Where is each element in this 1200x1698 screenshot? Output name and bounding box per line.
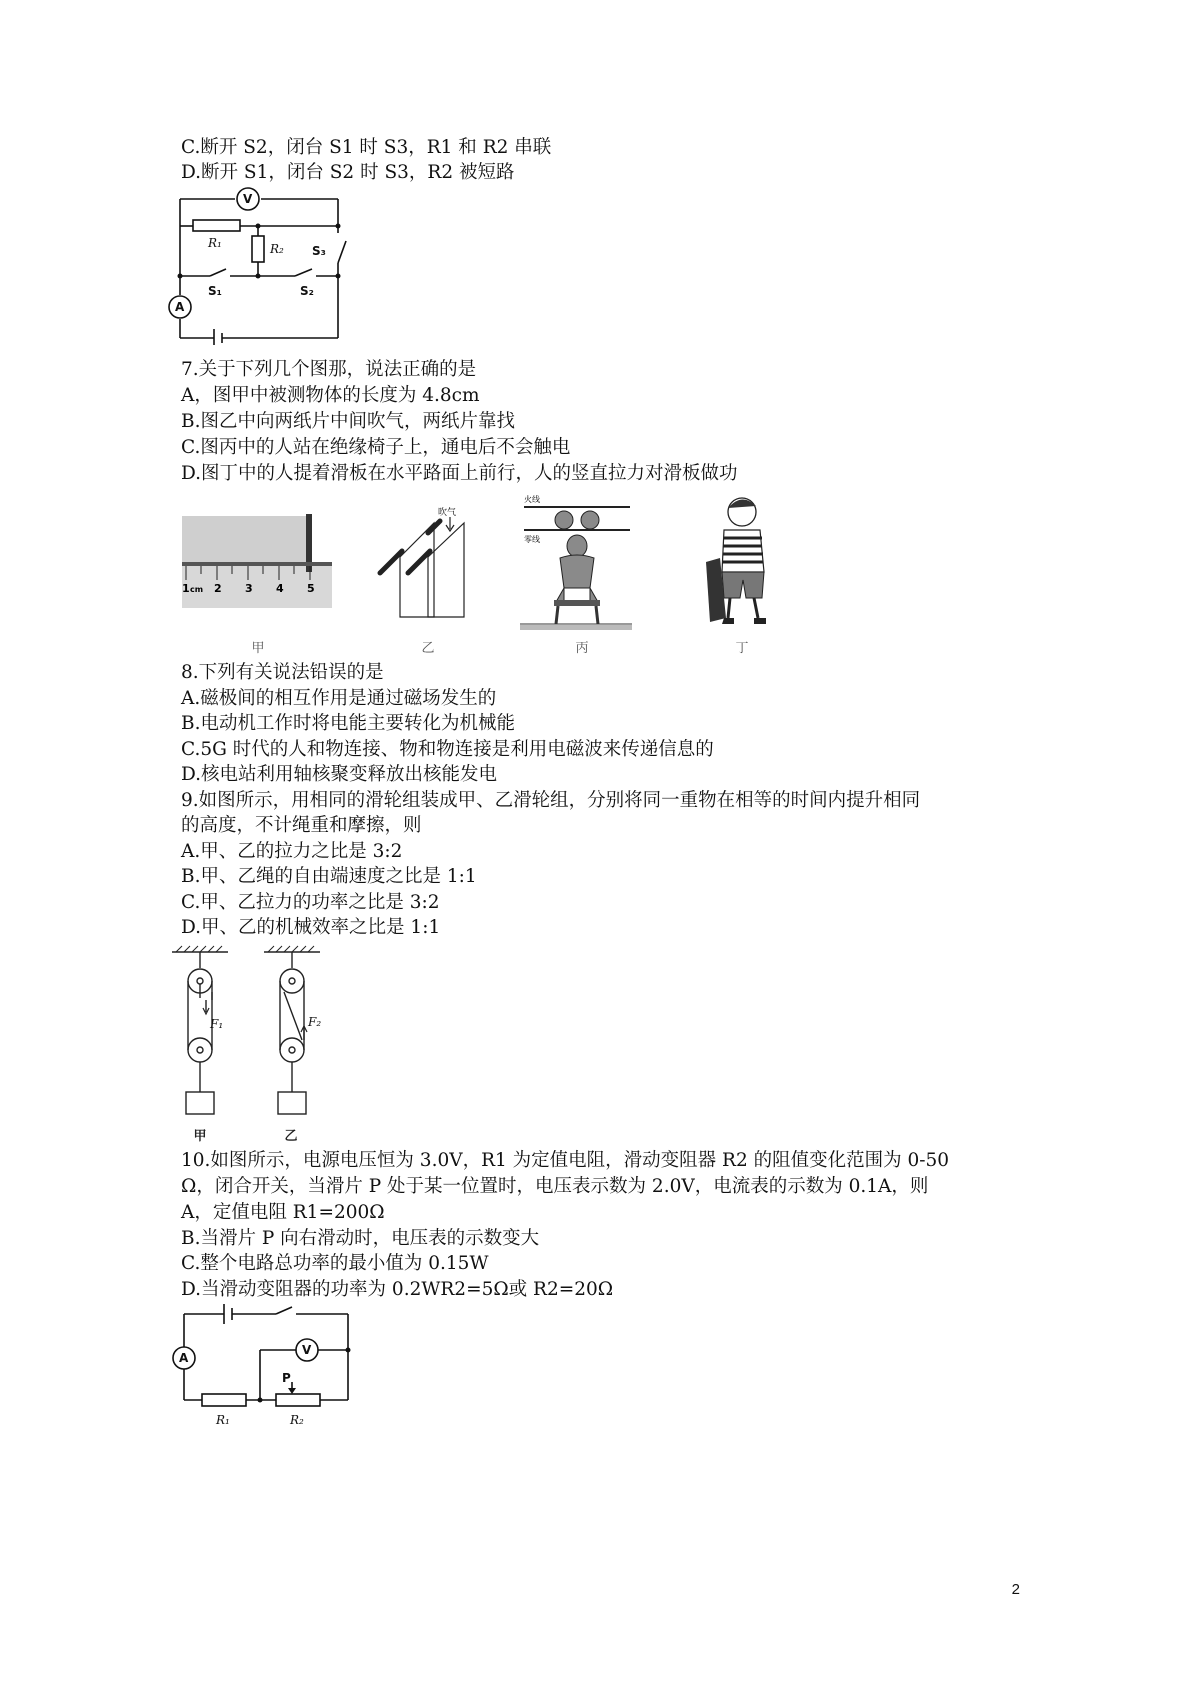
q10-stem-line-2: Ω，闭合开关，当滑片 P 处于某一位置时，电压表示数为 2.0V，电流表的示数为 0.1A，则 (181, 1176, 929, 1197)
q6-circuit-diagram (160, 183, 370, 345)
q6-option-d: D.断开 S1，闭台 S2 时 S3，R2 被短路 (181, 162, 515, 183)
q6-r1-label: R₁ (208, 236, 222, 250)
q9-label-jia: 甲 (193, 1129, 207, 1144)
q9-option-d: D.甲、乙的机械效率之比是 1:1 (181, 917, 441, 938)
q9-pulley-jia-figure (170, 944, 240, 1122)
ruler-tick-4: 4 (276, 582, 284, 595)
ruler-tick-2: 2 (214, 582, 222, 595)
q6-s1-label: S₁ (208, 284, 222, 298)
q10-stem-line-1: 10.如图所示，电源电压恒为 3.0V，R1 为定值电阻，滑动变阻器 R2 的阻值变化范围为 0-50 (181, 1150, 950, 1171)
q10-r2-label: R₂ (290, 1413, 304, 1427)
ruler-tick-5: 5 (307, 582, 315, 595)
q8-option-b: B.电动机工作时将电能主要转化为机械能 (181, 713, 515, 734)
q6-ammeter-label: A (175, 300, 185, 314)
q10-voltmeter-label: V (302, 1343, 312, 1357)
q6-r2-label: R₂ (270, 242, 284, 256)
q9-f2-label: F₂ (308, 1015, 322, 1029)
q9-option-a: A.甲、乙的拉力之比是 3:2 (181, 841, 403, 862)
q7-option-b: B.图乙中向两纸片中间吹气，两纸片靠找 (181, 411, 515, 432)
blow-label: 吹气 (438, 508, 457, 518)
live-wire-label: 火线 (524, 495, 540, 504)
q7-ruler-figure (182, 514, 332, 614)
ruler-tick-1: 1 (182, 582, 190, 595)
q6-s3-label: S₃ (312, 244, 326, 258)
q9-label-yi: 乙 (284, 1129, 298, 1144)
q7-boy-figure (700, 492, 780, 632)
q10-option-d: D.当滑动变阻器的功率为 0.2WR2=5Ω或 R2=20Ω (181, 1279, 614, 1300)
q10-option-a: A，定值电阻 R1=200Ω (181, 1202, 385, 1223)
q8-stem: 8.下列有关说法铅误的是 (181, 662, 384, 683)
q7-option-d: D.图丁中的人提着滑板在水平路面上前行，人的竖直拉力对滑板做功 (181, 463, 738, 484)
q7-label-yi: 乙 (421, 641, 435, 656)
q8-option-a: A.磁极间的相互作用是通过磁场发生的 (181, 688, 497, 709)
q6-voltmeter-label: V (243, 192, 253, 206)
q10-option-c: C.整个电路总功率的最小值为 0.15W (181, 1253, 489, 1274)
q8-option-c: C.5G 时代的人和物连接、物和物连接是利用电磁波来传递信息的 (181, 739, 714, 760)
q7-label-jia: 甲 (251, 641, 265, 656)
q7-stem: 7.关于下列几个图那，说法正确的是 (181, 359, 477, 380)
q6-option-c: C.断开 S2，闭台 S1 时 S3，R1 和 R2 串联 (181, 137, 552, 158)
q10-r1-label: R₁ (216, 1413, 230, 1427)
ruler-tick-3: 3 (245, 582, 253, 595)
q9-stem-line-2: 的高度，不计绳重和摩擦，则 (181, 815, 422, 836)
q7-label-ding: 丁 (735, 641, 749, 656)
q9-stem-line-1: 9.如图所示，用相同的滑轮组装成甲、乙滑轮组，分别将同一重物在相等的时间内提升相同 (181, 790, 921, 811)
q7-option-a: A，图甲中被测物体的长度为 4.8cm (181, 385, 480, 406)
page-number: 2 (1011, 1581, 1020, 1598)
q7-label-bing: 丙 (575, 641, 589, 656)
q9-option-c: C.甲、乙拉力的功率之比是 3:2 (181, 892, 440, 913)
q10-option-b: B.当滑片 P 向右滑动时，电压表的示数变大 (181, 1228, 540, 1249)
q7-option-c: C.图丙中的人站在绝缘椅子上，通电后不会触电 (181, 437, 571, 458)
q8-option-d: D.核电站利用轴核聚变释放出核能发电 (181, 764, 498, 785)
q9-pulley-yi-figure (262, 944, 332, 1122)
q10-slider-label: P (282, 1371, 291, 1385)
q9-option-b: B.甲、乙绳的自由端速度之比是 1:1 (181, 866, 477, 887)
q9-f1-label: F₁ (210, 1017, 224, 1031)
ruler-tick-unit: cm (190, 585, 204, 594)
q7-electric-figure (520, 490, 635, 630)
q10-circuit-diagram (168, 1302, 368, 1432)
q7-paper-figure (372, 505, 484, 630)
q10-ammeter-label: A (179, 1351, 189, 1365)
q6-s2-label: S₂ (300, 284, 314, 298)
neutral-wire-label: 零线 (524, 535, 540, 544)
